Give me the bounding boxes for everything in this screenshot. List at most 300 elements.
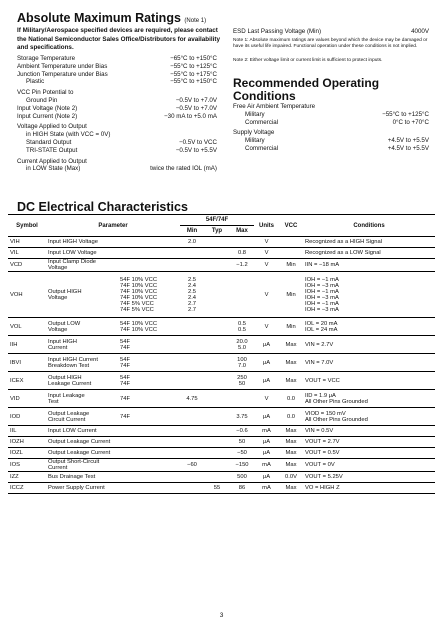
units-cell-line: μA [262,359,271,366]
parameter-cell-line: Output Leakage Current [48,450,111,456]
symbol-cell-line: IZZ [10,474,19,480]
sub-cell [118,408,180,426]
min-cell-line: 2.4 [187,282,197,289]
units-cell-line: μA [262,439,271,445]
rec-op-label: Military [245,137,265,145]
table-row [8,426,435,437]
symbol-cell [8,372,46,390]
th-group: 54F/74F [180,215,254,226]
parameter-cell [46,459,118,472]
units-cell [254,372,279,390]
rec-op-value: +4.5V to +5.5V [387,144,429,152]
conditions-cell-line: IOL = 24 mA [305,326,338,333]
sub-cell-line: 74F [120,413,130,420]
symbol-cell [8,354,46,372]
sub-cell-line: 74F 10% VCC [120,326,158,333]
abs-max-item [17,158,217,166]
abs-max-label: Voltage Applied to Output [17,123,87,131]
vcc-cell [279,318,303,336]
symbol-cell [8,336,46,354]
min-cell-line: 2.4 [187,294,197,301]
abs-max-item [17,63,217,71]
typ-cell [204,248,230,259]
parameter-cell-line: Power Supply Current [48,485,105,491]
max-cell-line: −150 [235,462,249,468]
sub-cell [118,437,180,448]
conditions-cell [303,259,435,272]
abs-max-list [17,55,217,173]
abs-max-item [17,131,217,139]
max-cell [230,318,254,336]
conditions-cell-line: VIN = 2.7V [305,341,334,348]
dc-title: DC Electrical Characteristics [17,200,188,214]
conditions-cell-line: IOH = −3 mA [305,294,339,301]
max-cell [230,336,254,354]
min-cell-line: 2.5 [187,276,197,283]
symbol-cell [8,408,46,426]
max-cell-line: 50 [238,439,246,445]
typ-cell [204,448,230,459]
min-cell-line: 2.5 [187,288,197,295]
symbol-cell-line: VIH [10,239,20,245]
abs-max-item [17,165,217,173]
parameter-cell-line: Input HIGH [48,338,77,345]
conditions-cell-line: VOUT = 2.7V [305,439,340,445]
abs-max-value: −30 mA to +5.0 mA [164,112,217,120]
parameter-cell-line: Input Clamp Diode Voltage [48,259,97,271]
conditions-cell [303,437,435,448]
max-cell-line: −0.6 [236,428,248,434]
max-cell [230,354,254,372]
parameter-cell [46,259,118,272]
vcc-cell [279,448,303,459]
rec-op-value: +4.5V to +5.5V [387,137,429,145]
units-cell [254,354,279,372]
max-cell [230,372,254,390]
min-cell [180,259,204,272]
min-cell-line: 2.7 [187,300,197,307]
abs-max-label: Storage Temperature [17,55,76,62]
th-vcc: VCC [279,215,303,237]
parameter-cell-line: Output Short-Circuit Current [48,459,100,471]
max-cell [230,272,254,318]
units-cell [254,459,279,472]
sub-cell [118,472,180,483]
sub-cell-line: 54F [120,338,130,345]
symbol-cell [8,426,46,437]
abs-max-label: Junction Temperature under Bias [17,70,108,78]
units-cell-line: μA [262,474,271,480]
symbol-cell-line: ICEX [10,377,24,384]
vcc-cell-line: Min [286,262,296,268]
rec-op-label: Military [245,110,265,118]
min-cell [180,272,204,318]
sub-cell-line: 74F 5% VCC [120,300,154,307]
abs-max-label: in LOW State (Max) [26,165,81,173]
parameter-cell-line: Voltage [48,294,68,301]
symbol-cell-line: VID [10,395,20,402]
typ-cell [204,336,230,354]
typ-cell [204,372,230,390]
min-cell [180,408,204,426]
rec-op-label: Commercial [245,144,279,152]
abs-max-item [17,105,217,113]
conditions-cell-line: IOH = −1 mA [305,276,339,283]
conditions-cell [303,237,435,248]
symbol-cell-line: VIL [10,250,19,256]
abs-max-label: VCC Pin Potential to [17,89,74,97]
max-cell [230,448,254,459]
conditions-cell-line: VIN = 0.5V [305,428,334,434]
typ-cell [204,408,230,426]
symbol-cell [8,437,46,448]
abs-max-title: Absolute Maximum Ratings (Note 1) [17,11,207,25]
sub-cell [118,390,180,408]
sub-cell-line: 54F 10% VCC [120,320,158,327]
sub-cell-line: 74F [120,344,130,351]
units-cell-line: V [264,395,269,402]
vcc-cell-line: Max [285,377,297,384]
typ-cell [204,259,230,272]
symbol-cell-line: VCD [10,262,23,268]
max-cell [230,437,254,448]
parameter-cell-line: Bus Drainage Test [48,474,96,480]
symbol-cell-line: IIL [10,428,17,434]
rec-op-item [233,137,429,145]
max-cell [230,259,254,272]
esd-rating: ESD Last Passing Voltage (Min) 4000V [233,28,429,35]
symbol-cell [8,483,46,494]
rec-op-item [233,103,429,111]
symbol-cell [8,459,46,472]
min-cell [180,372,204,390]
abs-max-label: Input Current (Note 2) [17,112,78,120]
abs-max-item [17,147,217,155]
parameter-cell-line: Input LOW Voltage [48,250,97,256]
parameter-cell [46,390,118,408]
abs-max-item [17,139,217,147]
parameter-cell [46,354,118,372]
min-cell [180,248,204,259]
units-cell [254,390,279,408]
note-2: Note 2: Either voltage limit or current limit is sufficient to protect inputs. [233,58,383,63]
min-cell-line: 4.75 [186,395,198,402]
abs-max-intro: If Military/Aerospace specified devices are required, please contact the National Semiconductor Sales Office/Distributors for availability and specifications. [17,27,220,51]
sub-cell [118,248,180,259]
sub-cell [118,372,180,390]
units-cell-line: mA [262,485,271,491]
max-cell [230,459,254,472]
rec-op-item [233,111,429,119]
abs-max-value: −55°C to +150°C [170,78,217,86]
abs-max-label: Ground Pin [26,96,58,104]
abs-max-label: Standard Output [26,138,72,146]
sub-cell-line: 74F 10% VCC [120,282,158,289]
symbol-cell-line: ICCZ [10,485,24,491]
max-cell-line: −1.2 [236,262,248,268]
sub-cell [118,426,180,437]
symbol-cell [8,248,46,259]
min-cell [180,336,204,354]
max-cell-line: 3.75 [236,413,248,420]
vcc-cell-line: 0.0V [285,474,297,480]
abs-max-item [17,71,217,79]
conditions-cell [303,272,435,318]
note-1: Note 1: Absolute maximum ratings are values beyond which the device may be damaged or have its useful life impaired. Functional operation under these conditions is not implied. [233,38,428,49]
abs-max-item [17,89,217,97]
conditions-cell-line: IID = 1.9 μA [305,392,336,399]
symbol-cell-line: VOH [10,291,23,298]
units-cell-line: mA [262,462,271,468]
abs-max-value: −0.5V to +5.5V [175,146,217,154]
conditions-cell [303,354,435,372]
parameter-cell-line: Voltage [48,326,68,333]
sub-cell-line: 74F 10% VCC [120,294,158,301]
typ-cell [204,472,230,483]
typ-cell [204,237,230,248]
sub-cell [118,237,180,248]
vcc-cell [279,336,303,354]
conditions-cell-line: IOH = −1 mA [305,288,339,295]
min-cell [180,318,204,336]
parameter-cell [46,448,118,459]
max-cell-line: 100 [237,356,247,363]
conditions-cell-line: VOUT = VCC [305,377,340,384]
min-cell-line: 2.0 [187,239,197,245]
th-conditions: Conditions [303,215,435,237]
max-cell-line: 7.0 [237,362,247,369]
th-parameter: Parameter [46,215,180,237]
conditions-cell-line: Recognized as a HIGH Signal [305,239,383,245]
vcc-cell [279,272,303,318]
table-row [8,437,435,448]
units-cell [254,336,279,354]
symbol-cell [8,237,46,248]
conditions-cell [303,459,435,472]
symbol-cell [8,448,46,459]
symbol-cell [8,318,46,336]
max-cell-line: 0.5 [237,320,247,327]
abs-max-label: Ambient Temperature under Bias [17,62,108,70]
symbol-cell-line: IBVI [10,359,21,366]
symbol-cell [8,272,46,318]
abs-max-item [17,55,217,63]
vcc-cell [279,472,303,483]
min-cell-line: 2.7 [187,306,197,313]
sub-cell-line: 74F [120,380,130,387]
abs-max-item [17,123,217,131]
sub-cell [118,483,180,494]
parameter-cell-line: Leakage Current [48,380,92,387]
vcc-cell-line: 0.0 [286,413,296,420]
parameter-cell-line: Input HIGH Voltage [48,239,98,245]
symbol-cell-line: IOS [10,462,20,468]
sub-cell [118,259,180,272]
symbol-cell-line: IOZL [10,450,23,456]
max-cell-line: 250 [237,374,247,381]
units-cell-line: mA [262,428,271,434]
vcc-cell [279,354,303,372]
abs-max-item [17,97,217,105]
units-cell-line: V [264,250,269,256]
sub-cell-line: 74F 10% VCC [120,288,158,295]
conditions-cell [303,318,435,336]
abs-max-label: Input Voltage (Note 2) [17,104,78,112]
symbol-cell [8,390,46,408]
abs-max-value: −65°C to +150°C [170,55,217,62]
table-row [8,472,435,483]
conditions-cell [303,448,435,459]
parameter-cell-line: Output HIGH [48,288,82,295]
max-cell [230,237,254,248]
conditions-cell [303,336,435,354]
abs-max-label: TRI-STATE Output [26,146,78,154]
conditions-cell [303,472,435,483]
units-cell-line: μA [262,341,271,348]
abs-max-value: −0.5V to VCC [178,138,217,146]
vcc-cell [279,248,303,259]
sub-cell-line: 74F 5% VCC [120,306,154,313]
vcc-cell-line: Min [286,323,296,330]
table-row [8,390,435,408]
max-cell [230,408,254,426]
vcc-cell-line: Max [285,462,297,468]
sub-cell-line: 54F 10% VCC [120,276,158,283]
conditions-cell-line: VIOD = 150 mV [305,410,346,417]
abs-max-item [17,78,217,86]
sub-cell [118,448,180,459]
min-cell [180,390,204,408]
rec-op-list [233,103,429,153]
typ-cell-line: 55 [213,485,221,491]
units-cell [254,237,279,248]
parameter-cell-line: Output Leakage [48,410,90,417]
units-cell [254,448,279,459]
units-cell [254,248,279,259]
max-cell-line: 0.5 [237,326,247,333]
max-cell-line: 86 [238,485,246,491]
parameter-cell-line: Input HIGH Current [48,356,98,363]
table-row [8,248,435,259]
parameter-cell [46,336,118,354]
symbol-cell [8,259,46,272]
symbol-cell-line: IOD [10,413,21,420]
vcc-cell-line: Max [285,359,297,366]
vcc-cell-line: Max [285,450,297,456]
rec-op-item [233,119,429,127]
conditions-cell-line: VOUT = 5.25V [305,474,343,480]
abs-max-value: −55°C to +175°C [170,70,217,78]
vcc-cell-line: Max [285,485,297,491]
typ-cell [204,483,230,494]
abs-max-value: −0.5V to +7.0V [175,104,217,112]
th-units: Units [254,215,279,237]
parameter-cell-line: Input LOW Current [48,428,97,434]
parameter-cell [46,248,118,259]
conditions-cell-line: VOUT = 0V [305,462,335,468]
conditions-cell [303,390,435,408]
max-cell [230,390,254,408]
max-cell [230,472,254,483]
parameter-cell [46,426,118,437]
units-cell-line: μA [262,450,271,456]
rec-op-item [233,145,429,153]
rec-op-value: 0°C to +70°C [392,118,429,126]
typ-cell [204,426,230,437]
vcc-cell [279,259,303,272]
table-row [8,408,435,426]
rec-op-label: Free Air Ambient Temperature [233,103,316,110]
min-cell [180,354,204,372]
abs-max-value: −0.5V to +7.0V [175,96,217,104]
parameter-cell-line: Current [48,344,68,351]
parameter-cell [46,372,118,390]
table-row [8,372,435,390]
typ-cell [204,459,230,472]
parameter-cell-line: Output LOW [48,320,81,327]
symbol-cell-line: IIH [10,341,18,348]
max-cell [230,248,254,259]
parameter-cell [46,237,118,248]
typ-cell [204,272,230,318]
table-row [8,237,435,248]
parameter-cell [46,472,118,483]
units-cell-line: V [264,262,269,268]
rec-op-label: Commercial [245,118,279,126]
max-cell-line: 0.8 [237,250,247,256]
table-row [8,318,435,336]
units-cell [254,437,279,448]
sub-cell-line: 54F [120,374,130,381]
conditions-cell-line: VO = HIGH Z [305,485,340,491]
vcc-cell-line: Max [285,341,297,348]
conditions-cell-line: All Other Pins Grounded [305,398,368,405]
units-cell-line: μA [262,377,271,384]
sub-cell-line: 54F [120,356,130,363]
typ-cell [204,437,230,448]
rec-op-value: −55°C to +125°C [382,110,429,118]
min-cell [180,459,204,472]
parameter-cell [46,408,118,426]
parameter-cell-line: Output Leakage Current [48,439,111,445]
table-row [8,336,435,354]
table-row [8,354,435,372]
vcc-cell [279,437,303,448]
abs-max-label: Current Applied to Output [17,157,87,165]
rec-op-title: Recommended Operating Conditions [233,76,380,103]
units-cell [254,272,279,318]
min-cell-line: −60 [187,462,197,468]
vcc-cell-line: Max [285,428,297,434]
symbol-cell-line: IOZH [10,439,24,445]
typ-cell [204,318,230,336]
parameter-cell [46,437,118,448]
sub-cell [118,459,180,472]
vcc-cell [279,372,303,390]
vcc-cell-line: 0.0 [286,395,296,402]
conditions-cell-line: IOL = 20 mA [305,320,338,327]
th-symbol: Symbol [8,215,46,237]
units-cell [254,259,279,272]
vcc-cell [279,459,303,472]
max-cell [230,483,254,494]
vcc-cell [279,426,303,437]
max-cell-line: −50 [237,450,247,456]
units-cell-line: μA [262,413,271,420]
units-cell [254,472,279,483]
conditions-cell-line: All Other Pins Grounded [305,416,368,423]
abs-max-label: in HIGH State (with VCC = 0V) [26,131,111,139]
